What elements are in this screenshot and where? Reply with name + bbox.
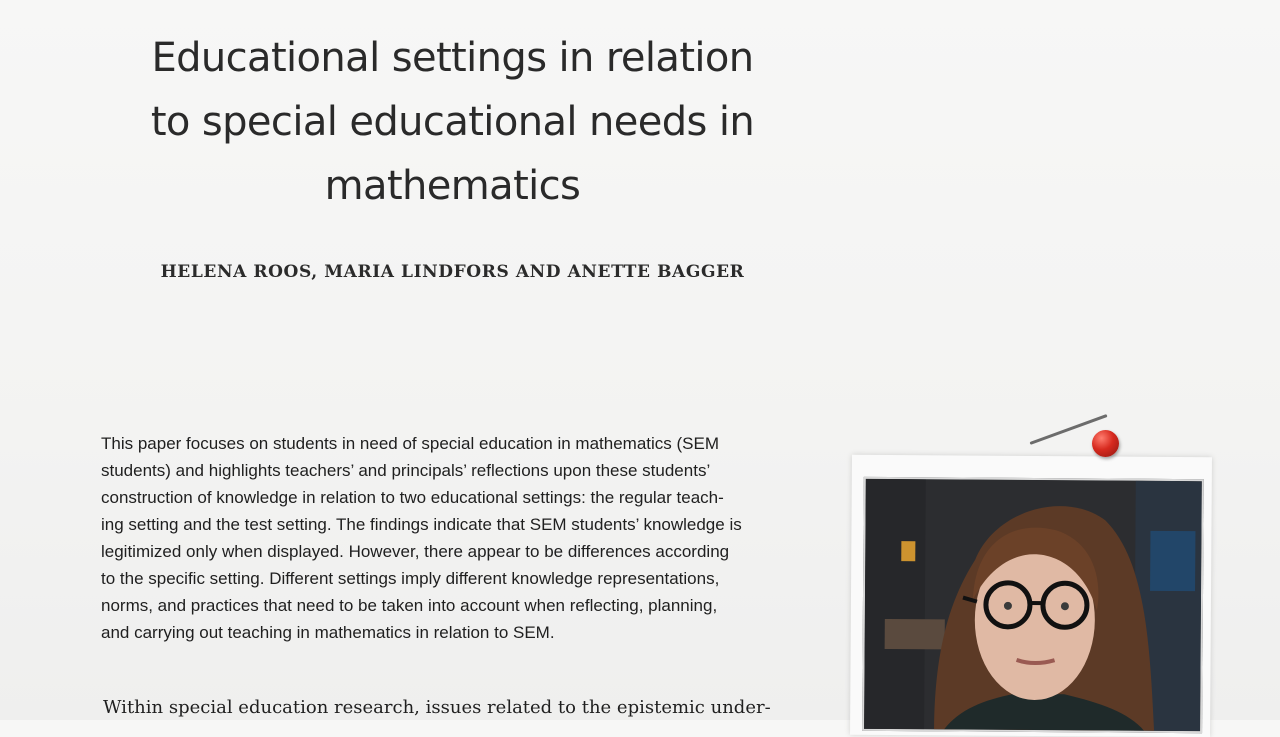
abstract [101, 430, 811, 646]
abstract-line: and carrying out teaching in mathematics in relation to SEM. [101, 619, 811, 646]
abstract-line: This paper focuses on students in need of special education in mathematics (SEM [101, 430, 811, 457]
abstract-line: legitimized only when displayed. However, there appear to be differences according [101, 538, 811, 565]
abstract-line: construction of knowledge in relation to two educational settings: the regular teach- [101, 484, 811, 511]
abstract-line: ing setting and the test setting. The findings indicate that SEM students’ knowledge is [101, 511, 811, 538]
title-line: mathematics [100, 154, 805, 218]
abstract-line: norms, and practices that need to be taken into account when reflecting, planning, [101, 592, 811, 619]
abstract-line: students) and highlights teachers’ and principals’ reflections upon these students’ [101, 457, 811, 484]
title-line: to special educational needs in [100, 90, 805, 154]
pinned-photo-card [850, 455, 1212, 737]
portrait-illustration [864, 479, 1202, 731]
body-text-first-line: Within special education research, issues related to the epistemic under- [103, 697, 813, 718]
author-photo [862, 477, 1204, 733]
author-list: HELENA ROOS, MARIA LINDFORS AND ANETTE BAGGER [100, 262, 805, 282]
title-line: Educational settings in relation [100, 26, 805, 90]
paper-title [100, 26, 805, 218]
pushpin-icon [1092, 430, 1119, 457]
abstract-line: to the specific setting. Different settings imply different knowledge representations, [101, 565, 811, 592]
